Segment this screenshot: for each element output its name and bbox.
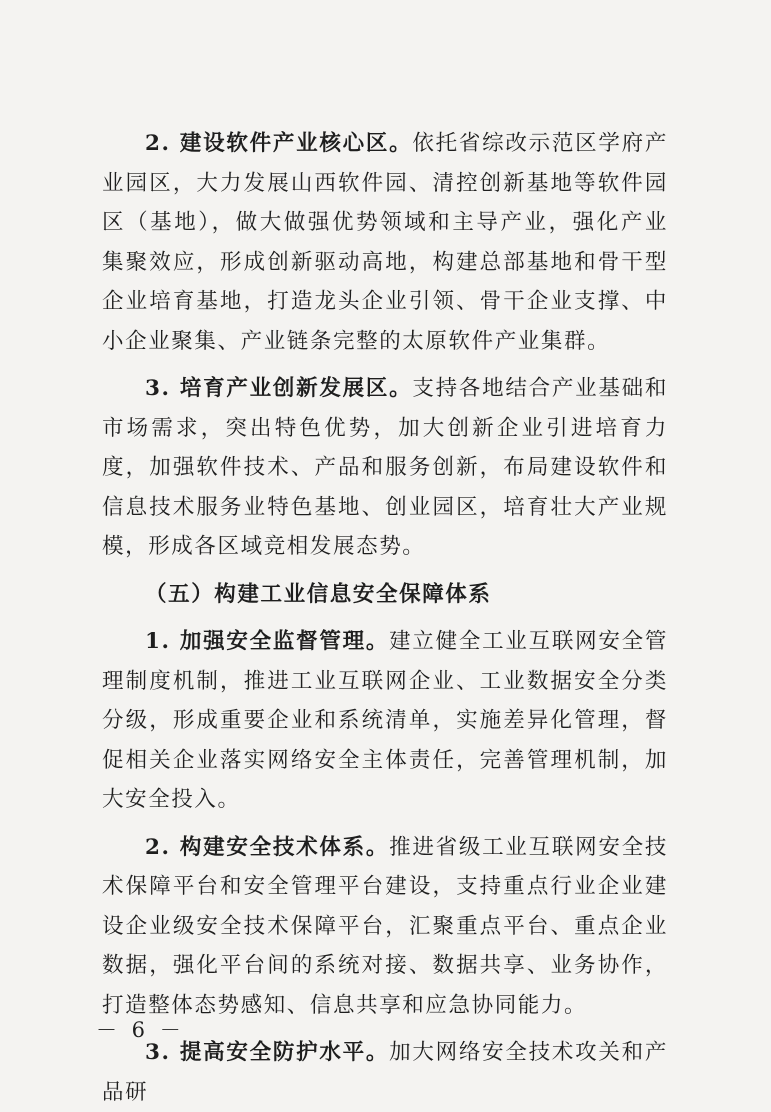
paragraph-security-protection <box>102 1033 668 1112</box>
paragraph-text: 加大网络安全技术攻关和产品研 <box>102 1040 668 1105</box>
paragraph-security-tech-system <box>102 828 668 1026</box>
paragraph-text: 建立健全工业互联网安全管理制度机制，推进工业互联网企业、工业数据安全分类分级，形成重要企业和系统清单，实施差异化管理，督促相关企业落实网络安全主体责任，完善管理机制，加大安全投入。 <box>102 629 668 812</box>
paragraph-lead: 2. 建设软件产业核心区。 <box>145 131 413 156</box>
paragraph-text: 支持各地结合产业基础和市场需求，突出特色优势，加大创新企业引进培育力度，加强软件技术、产品和服务创新，布局建设软件和信息技术服务业特色基地、创业园区，培育壮大产业规模，形成各区域竞相发展态势。 <box>102 376 668 559</box>
paragraph-lead: 3. 培育产业创新发展区。 <box>145 376 413 401</box>
document-body <box>102 124 668 1112</box>
paragraph-text: 依托省综改示范区学府产业园区，大力发展山西软件园、清控创新基地等软件园区（基地），做大做强优势领域和主导产业，强化产业集聚效应，形成创新驱动高地，构建总部基地和骨干型企业培育基地，打造龙头企业引领、骨干企业支撑、中小企业聚集、产业链条完整的太原软件产业集群。 <box>102 131 668 354</box>
page-number: － 6 － <box>96 1018 185 1042</box>
paragraph-security-supervision <box>102 622 668 820</box>
paragraph-lead: 3. 提高安全防护水平。 <box>145 1040 390 1065</box>
paragraph-software-core-zone <box>102 124 668 361</box>
paragraph-innovation-zone <box>102 369 668 567</box>
paragraph-lead: 2. 构建安全技术体系。 <box>145 834 390 860</box>
paragraph-lead: 1. 加强安全监督管理。 <box>145 629 390 654</box>
paragraph-text: 推进省级工业互联网安全技术保障平台和安全管理平台建设，支持重点行业企业建设企业级安全技术保障平台，汇聚重点平台、重点企业数据，强化平台间的系统对接、数据共享、业务协作，打造整体态势感知、信息共享和应急协同能力。 <box>102 834 668 1018</box>
section-heading: （五）构建工业信息安全保障体系 <box>145 581 492 607</box>
